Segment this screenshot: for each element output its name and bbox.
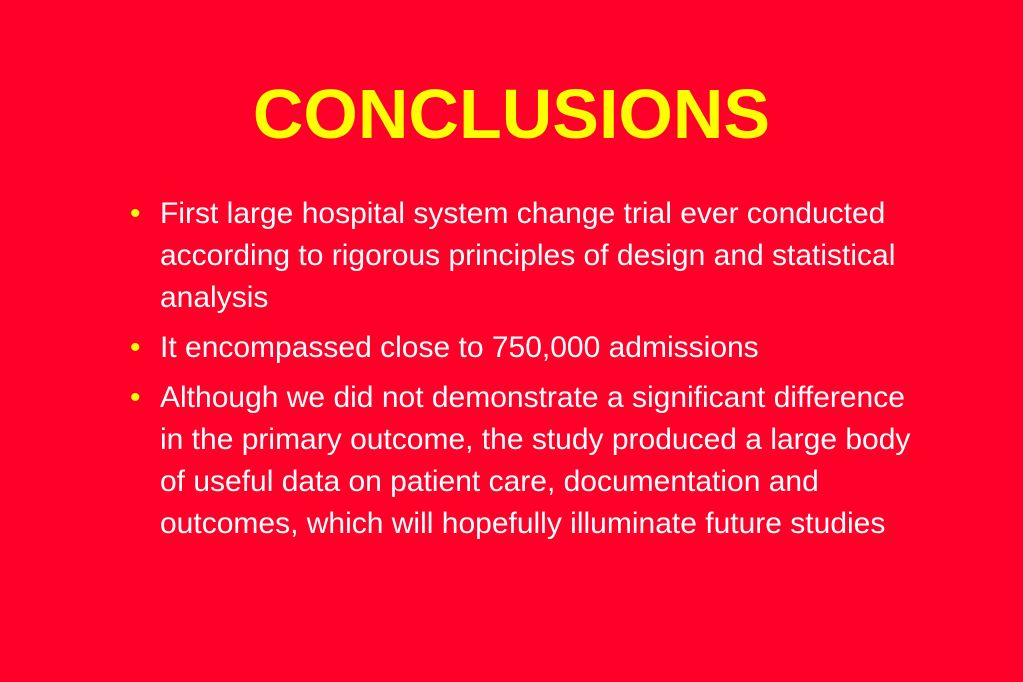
bullet-text: It encompassed close to 750,000 admissions: [160, 331, 759, 364]
bullet-text: Although we did not demonstrate a significant difference in the primary outcome, the study produced a large body of useful data on patient care, documentation and outcomes, which will hopefully illuminate future studies: [160, 381, 911, 540]
bullet-icon: •: [130, 197, 141, 230]
bullet-list: [128, 193, 918, 553]
slide-title: CONCLUSIONS: [252, 75, 771, 153]
bullet-item: [128, 193, 918, 319]
bullet-item: [128, 377, 918, 545]
bullet-text: First large hospital system change trial ever conducted according to rigorous principles of design and statistical analysis: [160, 197, 896, 314]
bullet-icon: •: [130, 331, 141, 364]
bullet-icon: •: [130, 381, 141, 414]
bullet-item: [128, 327, 918, 369]
